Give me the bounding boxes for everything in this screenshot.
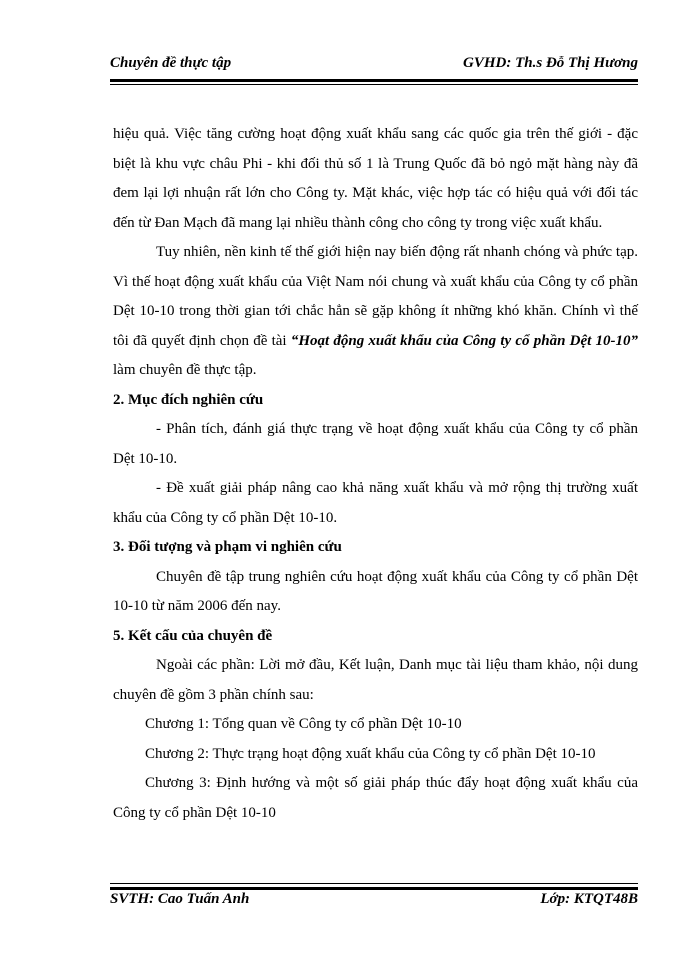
page-body	[113, 120, 638, 828]
header-rule-thick	[110, 79, 638, 82]
footer-student: SVTH: Cao Tuấn Anh	[110, 891, 250, 907]
scope-text: Chuyên đề tập trung nghiên cứu hoạt động xuất khẩu của Công ty cổ phần Dệt 10-10 từ năm 2006 đến nay.	[113, 568, 638, 614]
chapter-item-3: Chương 3: Định hướng và một số giải pháp thúc đẩy hoạt động xuất khẩu của Công ty cổ phần Dệt 10-10	[113, 775, 638, 821]
chapter-item-1: Chương 1: Tổng quan về Công ty cổ phần Dệt 10-10	[145, 716, 462, 732]
footer-rule-thick	[110, 887, 638, 890]
objective-item-2: - Đề xuất giải pháp nâng cao khả năng xuất khẩu và mở rộng thị trường xuất khẩu của Công ty cổ phần Dệt 10-10.	[113, 480, 638, 526]
section-heading-structure: 5. Kết cấu của chuyên đề	[113, 627, 273, 644]
structure-text: Ngoài các phần: Lời mở đầu, Kết luận, Danh mục tài liệu tham khảo, nội dung chuyên đề gồm 3 phần chính sau:	[113, 657, 638, 703]
paragraph-topic-rationale	[113, 238, 638, 386]
footer-class: Lớp: KTQT48B	[540, 891, 638, 907]
section-heading-objectives: 2. Mục đích nghiên cứu	[113, 391, 264, 408]
thesis-title: “Hoạt động xuất khẩu của Công ty cổ phần Dệt 10-10”	[290, 332, 639, 349]
section-heading-scope: 3. Đối tượng và phạm vi nghiên cứu	[113, 539, 342, 555]
chapter-item-2: Chương 2: Thực trạng hoạt động xuất khẩu của Công ty cổ phần Dệt 10-10	[145, 745, 596, 762]
page-footer	[110, 891, 638, 915]
header-document-type: Chuyên đề thực tập	[110, 55, 232, 71]
paragraph-continuation: hiệu quả. Việc tăng cường hoạt động xuất khẩu sang các quốc gia trên thế giới - đặc biệt là khu vực châu Phi - khi đối thủ số 1 là Trung Quốc đã bỏ ngỏ mặt hàng này đã đem lại lợi nhuận rất lớn cho Công ty. Mặt khác, việc hợp tác có hiệu quả với đối tác đến từ Đan Mạch đã mang lại nhiều thành công cho công ty trong việc xuất khẩu.	[113, 126, 638, 231]
header-supervisor: GVHD: Th.s Đỗ Thị Hương	[463, 55, 638, 71]
rationale-text-end: làm chuyên đề thực tập.	[113, 362, 257, 378]
objective-item-1: - Phân tích, đánh giá thực trạng về hoạt động xuất khẩu của Công ty cổ phần Dệt 10-10.	[113, 421, 638, 467]
footer-rule-thin	[110, 883, 638, 884]
header-rule-thin	[110, 84, 638, 85]
rationale-text: Tuy nhiên, nền kinh tế thế giới hiện nay biến động rất nhanh chóng và phức tạp. Vì thế hoạt động xuất khẩu của Việt Nam nói chung và xuất khẩu của Công ty cổ phần Dệt 10-10 trong thời gian tới chắc hẳn sẽ gặp không ít những khó khăn. Chính vì thế tôi đã quyết định chọn đề tài	[113, 244, 638, 349]
page-header	[110, 55, 638, 79]
